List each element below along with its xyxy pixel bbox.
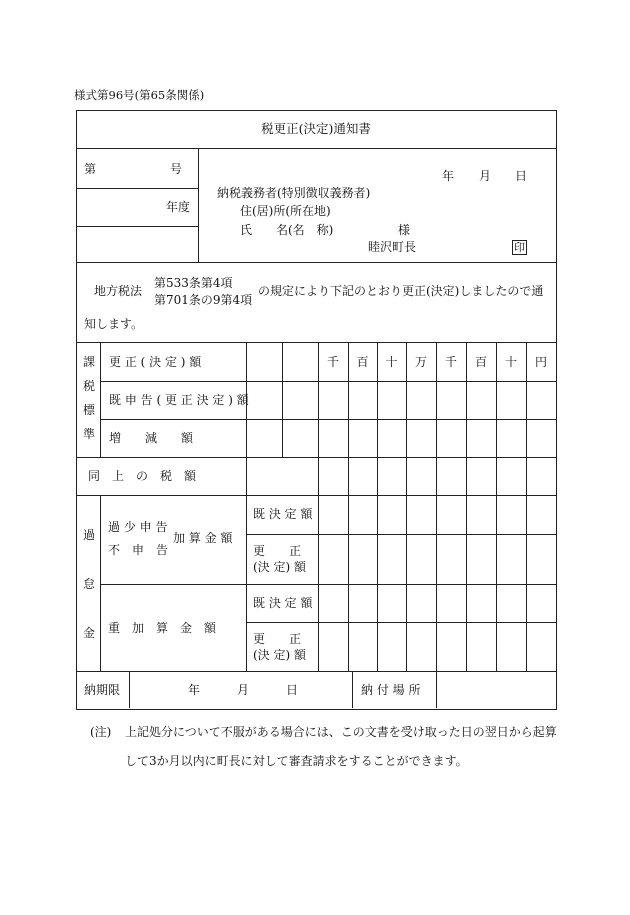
tax-base-char-2: 税 <box>83 379 96 393</box>
number-label-suffix: 号 <box>170 162 183 176</box>
name-label: 氏 名(名 称) <box>240 223 334 237</box>
digit-sen-2: 千 <box>444 355 457 369</box>
date-month: 月 <box>479 169 492 183</box>
corrected-label-1b: (決 定) 額 <box>253 560 306 574</box>
digit-juu-2: 十 <box>504 355 517 369</box>
tax-base-char-4: 準 <box>83 427 96 441</box>
digit-man: 万 <box>414 355 427 369</box>
number-label-first: 第 <box>84 162 97 176</box>
legal-text-continued: 知します。 <box>84 317 144 331</box>
form-frame <box>76 110 557 710</box>
note-line-2: して3か月以内に町長に対して審査請求をすることができます。 <box>125 754 468 768</box>
article-701: 第701条の9第4項 <box>154 293 253 307</box>
corrected-label-2b: (決 定) 額 <box>253 648 306 662</box>
note-label: (注) <box>90 725 112 739</box>
heavy-additional-label: 重 加 算 金 額 <box>108 621 217 635</box>
date-day: 日 <box>515 169 528 183</box>
row-tax-amount: 同 上 の 税 額 <box>88 469 197 483</box>
issuer-name: 睦沢町長 <box>368 240 417 254</box>
tax-base-char-1: 課 <box>83 355 96 369</box>
law-name: 地方税法 <box>94 284 143 298</box>
seal-mark: 印 <box>514 241 525 254</box>
row-previous-return: 既 申 告 ( 更 正 決 定 ) 額 <box>109 393 249 407</box>
no-report-label: 不 申 告 <box>108 543 169 557</box>
fiscal-year-label: 年度 <box>166 200 191 214</box>
honorific: 様 <box>398 223 411 237</box>
digit-hyaku-1: 百 <box>356 355 369 369</box>
address-label: 住(居)所(所在地) <box>240 204 331 218</box>
digit-sen-1: 千 <box>326 355 339 369</box>
deadline-month: 月 <box>237 683 250 697</box>
penalty-char-1: 過 <box>83 528 96 542</box>
decided-amount-label-1: 既 決 定 額 <box>253 507 313 521</box>
corrected-label-1a: 更 正 <box>253 544 302 558</box>
penalty-char-2: 怠 <box>83 577 96 591</box>
penalty-char-3: 金 <box>83 626 96 640</box>
article-533: 第533条第4項 <box>154 276 233 290</box>
date-year: 年 <box>442 169 455 183</box>
row-increase-decrease: 増 減 額 <box>109 431 194 445</box>
deadline-label: 納期限 <box>84 683 121 697</box>
corrected-label-2a: 更 正 <box>253 632 302 646</box>
legal-text: の規定により下記のとおり更正(決定)しましたので通 <box>258 284 544 298</box>
payment-place-label: 納 付 場 所 <box>361 683 421 697</box>
additional-amount-label: 加 算 金 額 <box>173 531 233 545</box>
note-line-1: 上記処分について不服がある場合には、この文書を受け取った日の翌日から起算 <box>125 725 557 739</box>
digit-hyaku-2: 百 <box>474 355 487 369</box>
taxpayer-label: 納税義務者(特別徴収義務者) <box>217 186 371 200</box>
row-corrected-amount: 更 正 ( 決 定 ) 額 <box>109 355 202 369</box>
tax-base-char-3: 標 <box>83 403 96 417</box>
decided-amount-label-2: 既 決 定 額 <box>253 596 313 610</box>
digit-juu-1: 十 <box>385 355 398 369</box>
deadline-year: 年 <box>188 683 201 697</box>
form-title: 税更正(決定)通知書 <box>261 121 371 136</box>
under-report-label: 過 少 申 告 <box>108 520 168 534</box>
form-number: 様式第96号(第65条関係) <box>74 88 205 102</box>
digit-yen: 円 <box>534 355 547 369</box>
deadline-day: 日 <box>286 683 299 697</box>
